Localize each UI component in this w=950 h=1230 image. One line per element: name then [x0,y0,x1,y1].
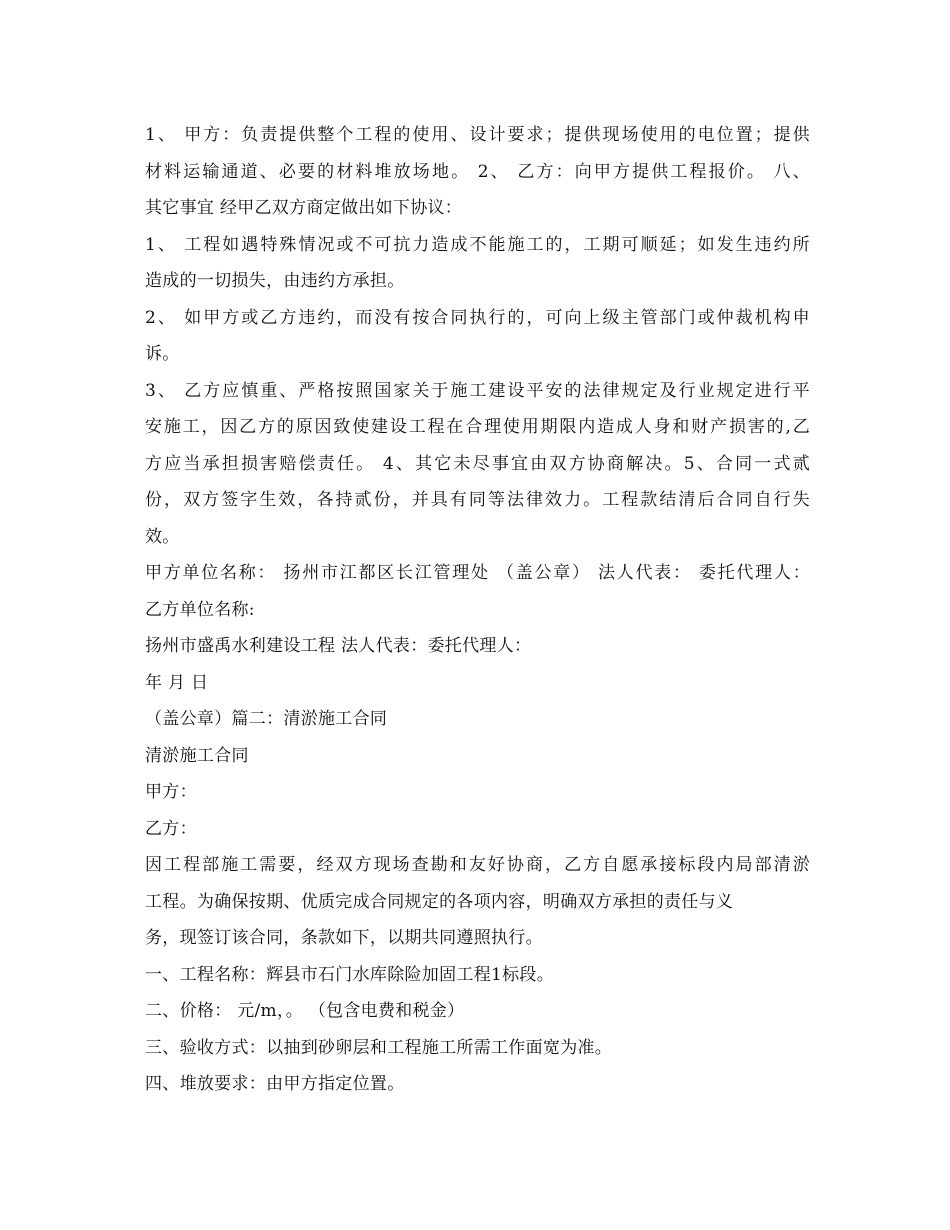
clause-acceptance: 三、验收方式：以抽到砂卵层和工程施工所需工作面宽为准。 [145,1037,613,1058]
clause-price: 二、价格： 元/m，。 （包含电费和税金） [145,1001,465,1021]
text-line: 因工程部施工需要，经双方现场查勘和友好协商，乙方自愿承接标段内局部清淤 [145,855,810,875]
text-line: 2、 如甲方或乙方违约，而没有按合同执行的，可向上级主管部门或仲裁机构申 [145,307,810,328]
text-line: 其它事宜 经甲乙双方商定做出如下协议： [145,198,463,218]
text-line: 1、 甲方：负责提供整个工程的使用、设计要求；提供现场使用的电位置；提供 [145,125,810,145]
text-line: 1、 工程如遇特殊情况或不可抗力造成不能施工的，工期可顺延；如发生违约所 [145,234,810,255]
document-body [145,117,810,1103]
section-heading: （盖公章）篇二：清淤施工合同 [145,709,388,729]
text-line: 造成的一切损失，由违约方承担。 [145,271,405,291]
contract-title: 清淤施工合同 [145,745,249,766]
signature-party-b: 扬州市盛禹水利建设工程 法人代表：委托代理人： [145,636,532,656]
text-line: 份，双方签字生效，各持贰份，并具有同等法律效力。工程款结清后合同自行失 [145,490,810,510]
text-line: 3、 乙方应慎重、严格按照国家关于施工建设平安的法律规定及行业规定进行平 [145,380,810,401]
signature-party-b-label: 乙方单位名称: [145,599,255,620]
text-line: 务，现签订该合同，条款如下，以期共同遵照执行。 [145,928,543,948]
signature-party-a: 甲方单位名称： 扬州市江都区长江管理处 （盖公章） 法人代表： 委托代理人： [145,563,810,583]
text-line: 效。 [145,526,180,547]
clause-stacking: 四、堆放要求：由甲方指定位置。 [145,1074,405,1094]
date-line: 年 月 日 [145,672,209,693]
text-line: 工程。为确保按期、优质完成合同规定的各项内容，明确双方承担的责任与义 [145,891,734,912]
party-b-line: 乙方： [145,818,197,839]
party-a-line: 甲方： [145,782,197,802]
text-line: 材料运输通道、必要的材料堆放场地。 2、 乙方：向甲方提供工程报价。 八、 [145,161,810,182]
clause-project-name: 一、工程名称：辉县市石门水库除险加固工程1标段。 [145,964,555,985]
text-line: 安施工，因乙方的原因致使建设工程在合理使用期限内造成人身和财产损害的,乙 [145,417,810,437]
text-line: 诉。 [145,344,180,364]
text-line: 方应当承担损害赔偿责任。 4、其它未尽事宜由双方协商解决。5、合同一式贰 [145,453,810,474]
